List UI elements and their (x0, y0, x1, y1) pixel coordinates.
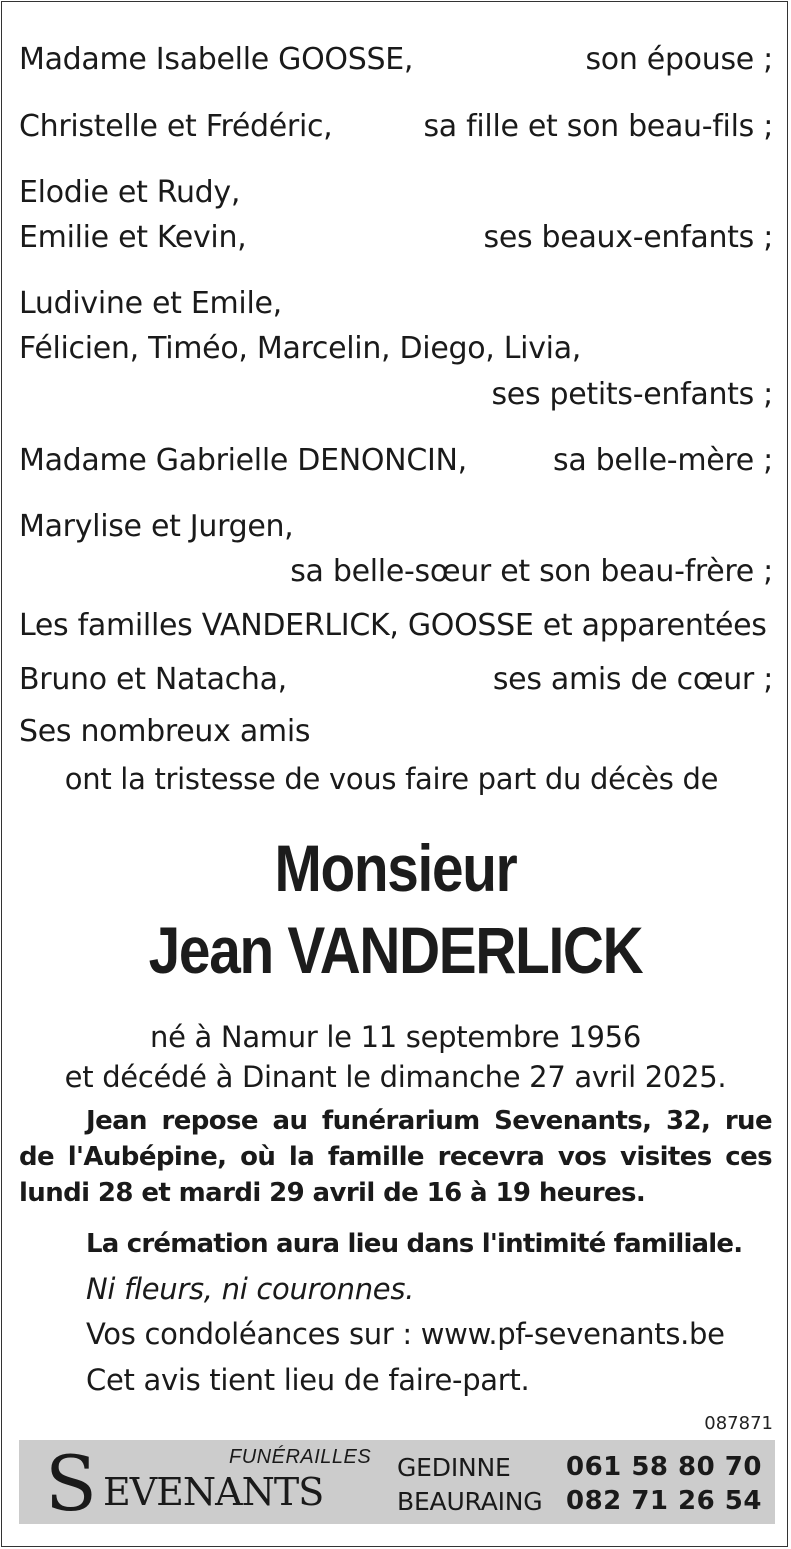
family-line (19, 220, 773, 256)
family-relation: sa belle-sœur et son beau-frère ; (290, 554, 773, 589)
birth-info: né à Namur le 11 septembre 1956 (150, 1020, 641, 1054)
flowers-note: Ni fleurs, ni couronnes. (86, 1272, 415, 1306)
family-line (19, 175, 773, 211)
funeral-home-banner (19, 1439, 775, 1528)
family-relation: ses amis de cœur ; (492, 662, 773, 697)
family-name: Félicien, Timéo, Marcelin, Diego, Livia, (19, 331, 582, 366)
deceased-name: Jean VANDERLICK (148, 913, 643, 987)
family-name: Christelle et Frédéric, (19, 109, 333, 144)
family-name: Emilie et Kevin, (19, 220, 247, 255)
family-name: Madame Gabrielle DENONCIN, (19, 443, 467, 478)
cremation-info: La crémation aura lieu dans l'intimité familiale. (86, 1229, 743, 1259)
deceased-title: Monsieur (274, 831, 517, 905)
family-line (19, 109, 773, 145)
family-relation: son épouse ; (585, 42, 773, 77)
family-name: Les familles VANDERLICK, GOOSSE et apparentées (19, 608, 767, 643)
contact-town: BEAURAING (397, 1487, 543, 1516)
family-relation: ses petits-enfants ; (491, 377, 773, 412)
logo-subtitle: FUNÉRAILLES (229, 1446, 372, 1468)
family-line (19, 42, 773, 78)
funeral-home-paragraph: Jean repose au funérarium Sevenants, 32, rue de l'Aubépine, où la famille recevra vos visites ces lundi 28 et mardi 29 avril de 16 à 19 heures. (19, 1106, 772, 1208)
contact-phone[interactable]: 061 58 80 70 (566, 1452, 762, 1482)
logo-name: EVENANTS (103, 1470, 324, 1514)
family-name: Madame Isabelle GOOSSE, (19, 42, 414, 77)
family-line (19, 509, 773, 545)
family-line (19, 331, 773, 367)
family-name: Ludivine et Emile, (19, 286, 282, 321)
contact-phone[interactable]: 082 71 26 54 (566, 1486, 762, 1516)
family-relation: sa belle-mère ; (553, 443, 773, 478)
family-line (19, 662, 773, 698)
family-line (19, 608, 773, 644)
family-name: Ses nombreux amis (19, 714, 311, 749)
reference-number: 087871 (704, 1413, 773, 1434)
family-line (19, 443, 773, 479)
death-info: et décédé à Dinant le dimanche 27 avril 2025. (64, 1060, 727, 1094)
family-name: Bruno et Natacha, (19, 662, 287, 697)
announcement: ont la tristesse de vous faire part du décès de (64, 762, 719, 796)
family-relation: sa fille et son beau-fils ; (423, 109, 773, 144)
family-line (19, 714, 773, 750)
logo-initial: S (45, 1439, 98, 1528)
family-line (19, 286, 773, 322)
family-name: Marylise et Jurgen, (19, 509, 294, 544)
condolences-link[interactable]: Vos condoléances sur : www.pf-sevenants.be (86, 1317, 725, 1351)
notice-text: Cet avis tient lieu de faire-part. (86, 1363, 530, 1397)
family-name: Elodie et Rudy, (19, 175, 241, 210)
family-relation: ses beaux-enfants ; (483, 220, 773, 255)
contact-town: GEDINNE (397, 1453, 511, 1482)
